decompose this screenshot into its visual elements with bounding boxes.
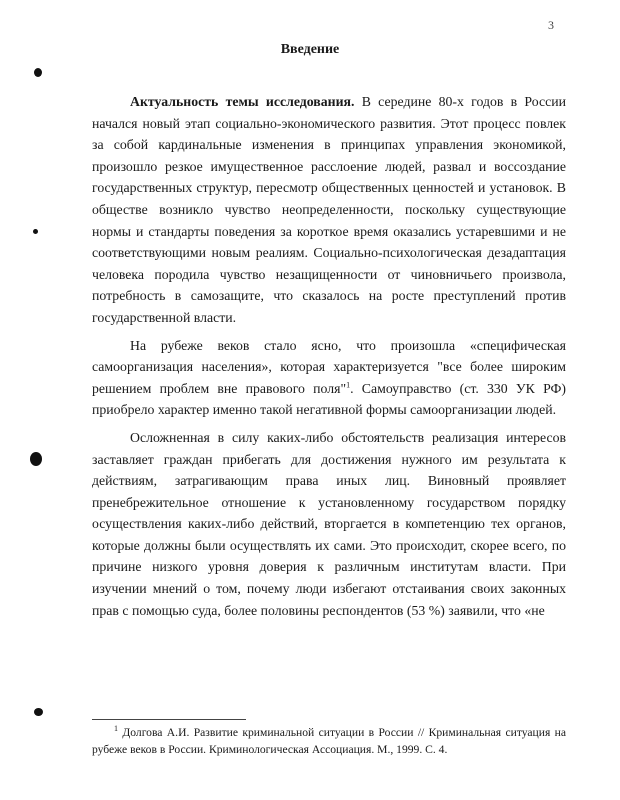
footnote-divider [92,719,246,720]
paragraph-3-text: Осложненная в силу каких-либо обстоятельств реализация интересов заставляет граждан прибегать для достижения нужного им результата к действиям, затрагивающим права иных лиц. Виновный проявляет пренебрежительное отношение к установленному государством порядку осуществления каких-либо действий, вторгается в компетенцию тех органов, которые должны были осуществлять их сами. Это происходит, скорее всего, по причине низкого уровня доверия к различным институтам власти. При изучении мнений о том, почему люди избегают отстаивания своих законных прав с помощью суда, более половины респондентов (53 %) заявили, что «не [92,429,566,618]
paragraph-2 [92,335,566,421]
footnote-text: Долгова А.И. Развитие криминальной ситуации в России // Криминальная ситуация на рубеже веков в России. Криминологическая Ассоциация. М., 1999. С. 4. [92,726,566,756]
page-title: Введение [280,42,340,57]
paragraph-2-text-before: На рубеже веков стало ясно, что произошла «специфическая самоорганизация населения», которая характеризуется "все более широким решением проблем вне правового поля" [92,337,566,396]
scan-dot-left [33,229,38,234]
scan-blot-top [34,68,42,77]
paragraph-2-text-after: . Самоуправство (ст. 330 УК РФ) приобрело характер именно такой негативной формы самоорганизации людей. [92,380,567,418]
footnote-reference: 1 [346,380,351,390]
page-number: 3 [548,18,554,32]
footnote-number: 1 [114,724,118,734]
paragraph-1 [92,91,566,329]
footnote-text-wrap [92,724,566,758]
scan-blot-bottom [34,708,43,716]
scan-blot-middle [30,452,42,466]
paragraph-1-lead: Актуальность темы исследования. [130,94,355,109]
paragraph-1-text: В середине 80-х годов в России начался новый этап социально-экономического развития. Этот процесс повлек за собой кардинальные изменения в принципах управления экономикой, произошло резкое имущественное расслоение людей, развал и воссоздание государственных структур, пересмотр общественных ценностей и установок. В обществе возникло чувство неопределенности, поскольку существующие нормы и стандарты поведения за короткое время оказались устаревшими и не соответствующими новым реалиям. Социально-психологическая дезадаптация человека породила чувство незащищенности от чиновничьего произвола, потребность в самозащите, что сказалось на росте преступлений против государственной власти. [92,94,566,325]
footnote [92,724,566,758]
paragraph-3 [92,427,566,621]
body-text [92,91,566,621]
